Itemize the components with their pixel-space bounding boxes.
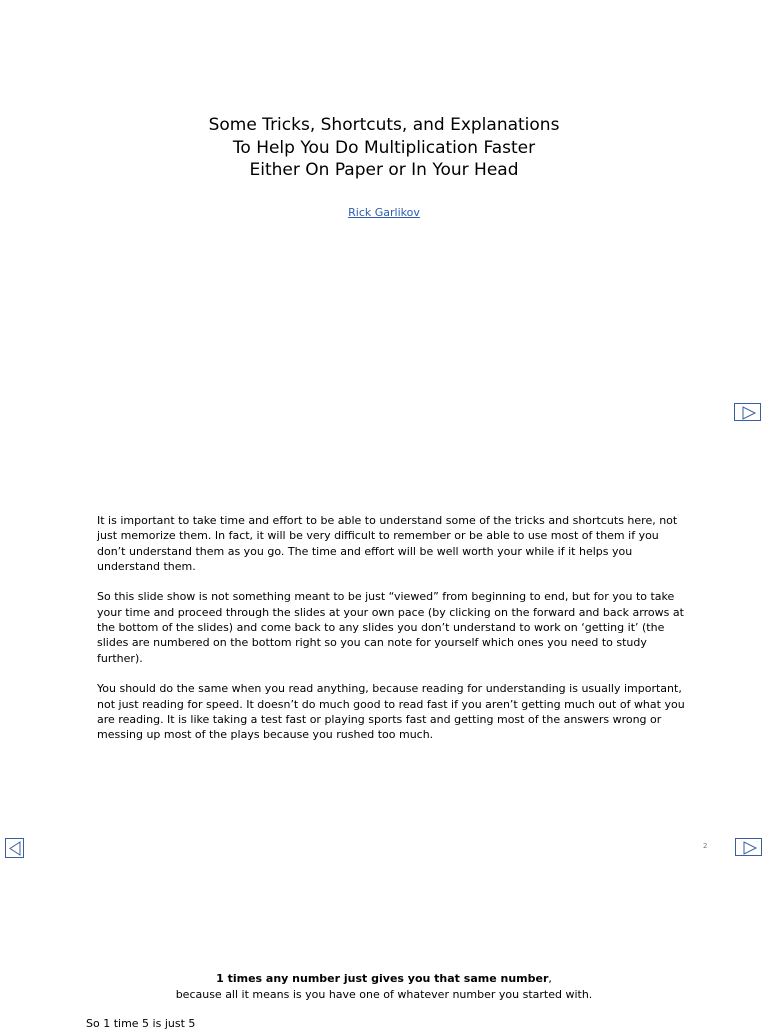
author-link[interactable] [0,206,768,219]
slide3-heading-bold: 1 times any number just gives you that same number [216,972,549,985]
author-link-text[interactable]: Rick Garlikov [348,206,420,219]
slide2-body [97,513,687,742]
slide1-forward-button[interactable] [734,403,761,421]
slide2-paragraph-3: You should do the same when you read anything, because reading for understanding is usually important, not just reading for speed. It doesn’t do much good to read fast if you aren’t getting much out of what you are reading. It is like taking a test fast or playing sports fast and getting most of the answers wrong or messing up most of the plays because you rushed too much. [97,682,685,742]
slide-number: 2 [703,842,708,850]
slide3-heading-line [0,971,768,987]
slide2-paragraph-1: It is important to take time and effort to be able to understand some of the tricks and shortcuts here, not just memorize them. In fact, it will be very difficult to remember or be able to use most of them if you don’t understand them as you go. The time and effort will be well worth your while if it helps you understand them. [97,514,678,573]
slide3-heading [0,971,768,1003]
title-line-2: To Help You Do Multiplication Faster [232,137,536,158]
slide3-first-line: So 1 time 5 is just 5 [86,1017,196,1030]
forward-arrow-icon [735,404,762,422]
title-line-3: Either On Paper or In Your Head [249,160,519,180]
slide2-paragraph-2: So this slide show is not something meant to be just “viewed” from beginning to end, but for you to take your time and proceed through the slides at your own pace (by clicking on the forward and back arrows at the bottom of the slides) and come back to any slides you don’t understand to work on ‘getting it’ (the slides are numbered on the bottom right so you can note for yourself which ones you need to study further). [97,590,684,665]
slide-title [0,114,768,182]
title-line-1: Some Tricks, Shortcuts, and Explanations [208,115,560,135]
forward-arrow-icon [736,839,763,857]
slide3-heading-punct: , [548,972,552,985]
slide2-back-button[interactable] [5,838,24,858]
slide3-subheading: because all it means is you have one of whatever number you started with. [175,988,593,1001]
slide2-forward-button[interactable] [735,838,762,856]
back-arrow-icon [6,839,25,859]
